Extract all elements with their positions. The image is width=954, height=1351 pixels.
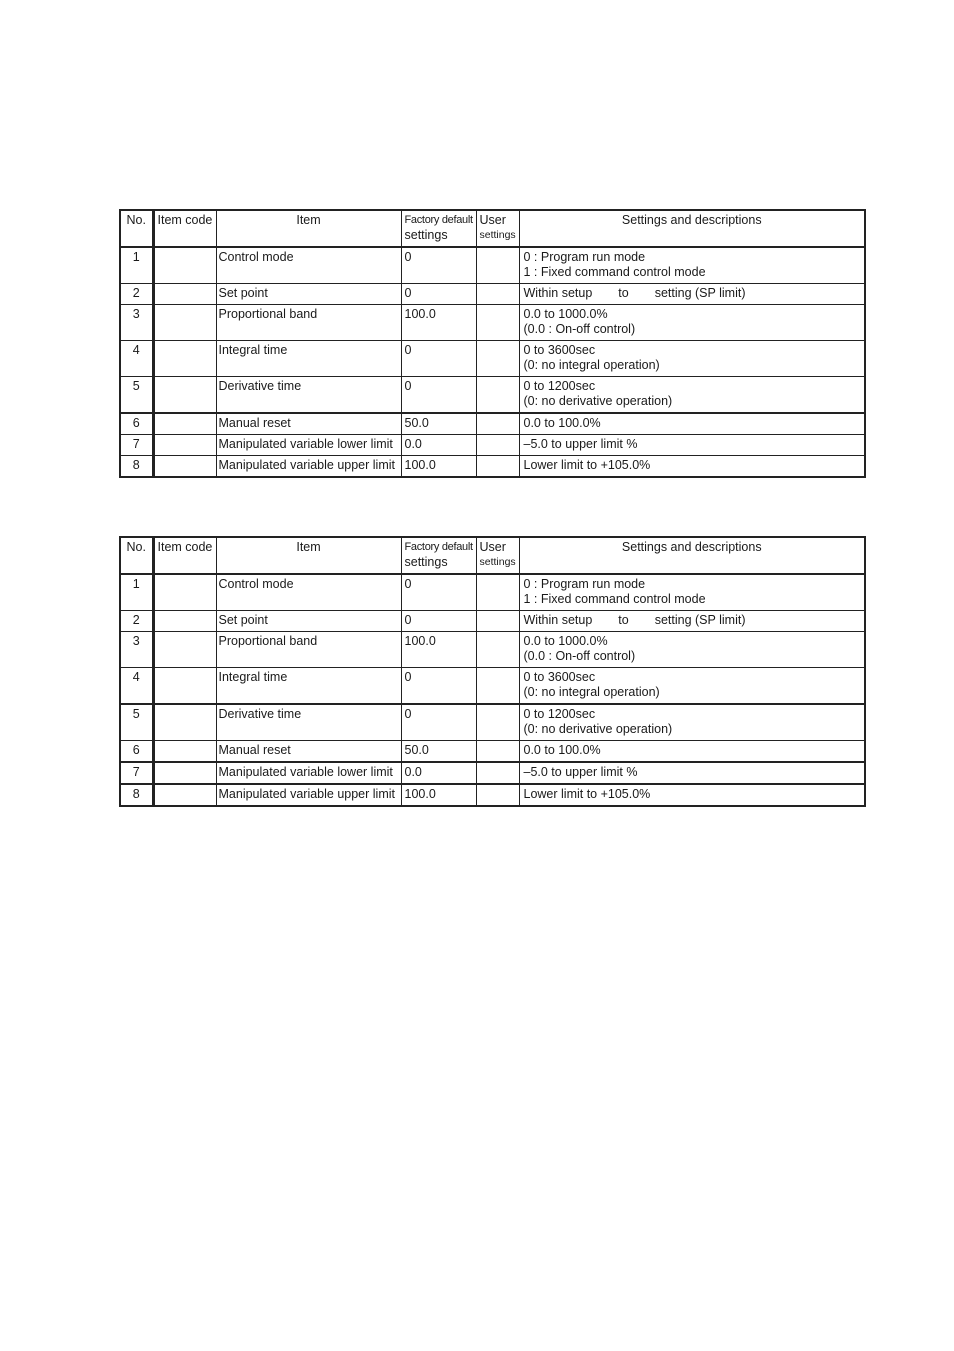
row-item-code bbox=[153, 741, 216, 763]
row-item: Manual reset bbox=[216, 413, 401, 435]
row-no: 8 bbox=[120, 456, 153, 478]
row-factory-default: 0 bbox=[401, 341, 476, 377]
header-item: Item bbox=[216, 210, 401, 247]
header-factory-default: Factory default settings bbox=[401, 210, 476, 247]
row-item-code bbox=[153, 377, 216, 414]
row-description: 0 to 1200sec (0: no derivative operation) bbox=[519, 377, 865, 414]
row-description: 0.0 to 100.0% bbox=[519, 741, 865, 763]
row-factory-default: 50.0 bbox=[401, 741, 476, 763]
row-no: 5 bbox=[120, 704, 153, 741]
row-description: 0.0 to 1000.0% (0.0 : On-off control) bbox=[519, 632, 865, 668]
row-factory-default: 0 bbox=[401, 611, 476, 632]
row-factory-default: 0 bbox=[401, 377, 476, 414]
row-item-code bbox=[153, 784, 216, 806]
row-no: 1 bbox=[120, 247, 153, 284]
table-row bbox=[120, 435, 865, 456]
row-item-code bbox=[153, 341, 216, 377]
table-row bbox=[120, 741, 865, 763]
table-row bbox=[120, 341, 865, 377]
table-row bbox=[120, 456, 865, 478]
row-description: 0.0 to 100.0% bbox=[519, 413, 865, 435]
row-no: 8 bbox=[120, 784, 153, 806]
row-item-code bbox=[153, 305, 216, 341]
header-item-code: Item code bbox=[153, 537, 216, 574]
row-user-setting bbox=[476, 762, 519, 784]
row-user-setting bbox=[476, 341, 519, 377]
table-row bbox=[120, 632, 865, 668]
row-user-setting bbox=[476, 784, 519, 806]
header-item-code: Item code bbox=[153, 210, 216, 247]
table-row bbox=[120, 284, 865, 305]
row-user-setting bbox=[476, 413, 519, 435]
table-row bbox=[120, 611, 865, 632]
row-item-code bbox=[153, 456, 216, 478]
row-description: Within setup to setting (SP limit) bbox=[519, 611, 865, 632]
header-settings-descriptions: Settings and descriptions bbox=[519, 210, 865, 247]
row-user-setting bbox=[476, 668, 519, 705]
row-item-code bbox=[153, 247, 216, 284]
row-user-setting bbox=[476, 435, 519, 456]
row-no: 6 bbox=[120, 741, 153, 763]
row-factory-default: 0 bbox=[401, 284, 476, 305]
row-description: 0 to 3600sec (0: no integral operation) bbox=[519, 341, 865, 377]
row-item: Derivative time bbox=[216, 704, 401, 741]
row-item: Set point bbox=[216, 284, 401, 305]
row-item-code bbox=[153, 704, 216, 741]
row-user-setting bbox=[476, 611, 519, 632]
table-row bbox=[120, 413, 865, 435]
row-no: 1 bbox=[120, 574, 153, 611]
row-no: 3 bbox=[120, 632, 153, 668]
row-item-code bbox=[153, 762, 216, 784]
row-item-code bbox=[153, 632, 216, 668]
row-item: Proportional band bbox=[216, 305, 401, 341]
row-no: 5 bbox=[120, 377, 153, 414]
row-factory-default: 50.0 bbox=[401, 413, 476, 435]
row-item-code bbox=[153, 611, 216, 632]
row-user-setting bbox=[476, 632, 519, 668]
row-description: Within setup to setting (SP limit) bbox=[519, 284, 865, 305]
header-factory-default: Factory default settings bbox=[401, 537, 476, 574]
row-factory-default: 0 bbox=[401, 247, 476, 284]
row-no: 3 bbox=[120, 305, 153, 341]
row-item-code bbox=[153, 574, 216, 611]
row-item: Manipulated variable upper limit bbox=[216, 456, 401, 478]
table-row bbox=[120, 305, 865, 341]
parameter-table-2 bbox=[119, 536, 866, 807]
row-user-setting bbox=[476, 704, 519, 741]
row-user-setting bbox=[476, 456, 519, 478]
row-item: Derivative time bbox=[216, 377, 401, 414]
header-no: No. bbox=[120, 210, 153, 247]
row-item: Integral time bbox=[216, 668, 401, 705]
row-user-setting bbox=[476, 574, 519, 611]
header-settings-descriptions: Settings and descriptions bbox=[519, 537, 865, 574]
row-item: Control mode bbox=[216, 247, 401, 284]
row-factory-default: 0.0 bbox=[401, 435, 476, 456]
row-no: 7 bbox=[120, 435, 153, 456]
row-description: 0.0 to 1000.0% (0.0 : On-off control) bbox=[519, 305, 865, 341]
row-no: 2 bbox=[120, 611, 153, 632]
row-no: 2 bbox=[120, 284, 153, 305]
table-row bbox=[120, 784, 865, 806]
header-user-settings: User settings bbox=[476, 537, 519, 574]
row-item: Proportional band bbox=[216, 632, 401, 668]
table-row bbox=[120, 704, 865, 741]
header-no: No. bbox=[120, 537, 153, 574]
row-description: 0 : Program run mode 1 : Fixed command control mode bbox=[519, 574, 865, 611]
row-description: 0 to 3600sec (0: no integral operation) bbox=[519, 668, 865, 705]
table-row bbox=[120, 574, 865, 611]
row-factory-default: 0 bbox=[401, 704, 476, 741]
row-user-setting bbox=[476, 284, 519, 305]
row-factory-default: 100.0 bbox=[401, 784, 476, 806]
row-no: 4 bbox=[120, 668, 153, 705]
row-user-setting bbox=[476, 741, 519, 763]
table-row bbox=[120, 762, 865, 784]
table-row bbox=[120, 247, 865, 284]
row-item-code bbox=[153, 284, 216, 305]
row-item: Manual reset bbox=[216, 741, 401, 763]
row-user-setting bbox=[476, 247, 519, 284]
header-user-settings: User settings bbox=[476, 210, 519, 247]
table-row bbox=[120, 377, 865, 414]
row-item: Manipulated variable upper limit bbox=[216, 784, 401, 806]
table-header-row bbox=[120, 537, 865, 574]
row-factory-default: 100.0 bbox=[401, 305, 476, 341]
row-no: 6 bbox=[120, 413, 153, 435]
row-item: Control mode bbox=[216, 574, 401, 611]
row-item: Integral time bbox=[216, 341, 401, 377]
row-item: Manipulated variable lower limit bbox=[216, 435, 401, 456]
row-description: 0 to 1200sec (0: no derivative operation) bbox=[519, 704, 865, 741]
row-factory-default: 0.0 bbox=[401, 762, 476, 784]
row-item-code bbox=[153, 668, 216, 705]
table-row bbox=[120, 668, 865, 705]
row-description: 0 : Program run mode 1 : Fixed command control mode bbox=[519, 247, 865, 284]
row-user-setting bbox=[476, 305, 519, 341]
row-no: 7 bbox=[120, 762, 153, 784]
parameter-table-1 bbox=[119, 209, 866, 478]
row-factory-default: 0 bbox=[401, 668, 476, 705]
row-description: –5.0 to upper limit % bbox=[519, 762, 865, 784]
header-item: Item bbox=[216, 537, 401, 574]
row-item: Set point bbox=[216, 611, 401, 632]
row-description: –5.0 to upper limit % bbox=[519, 435, 865, 456]
row-factory-default: 0 bbox=[401, 574, 476, 611]
row-factory-default: 100.0 bbox=[401, 456, 476, 478]
row-no: 4 bbox=[120, 341, 153, 377]
row-description: Lower limit to +105.0% bbox=[519, 456, 865, 478]
row-description: Lower limit to +105.0% bbox=[519, 784, 865, 806]
row-item-code bbox=[153, 435, 216, 456]
row-item: Manipulated variable lower limit bbox=[216, 762, 401, 784]
row-user-setting bbox=[476, 377, 519, 414]
row-item-code bbox=[153, 413, 216, 435]
row-factory-default: 100.0 bbox=[401, 632, 476, 668]
table-header-row bbox=[120, 210, 865, 247]
